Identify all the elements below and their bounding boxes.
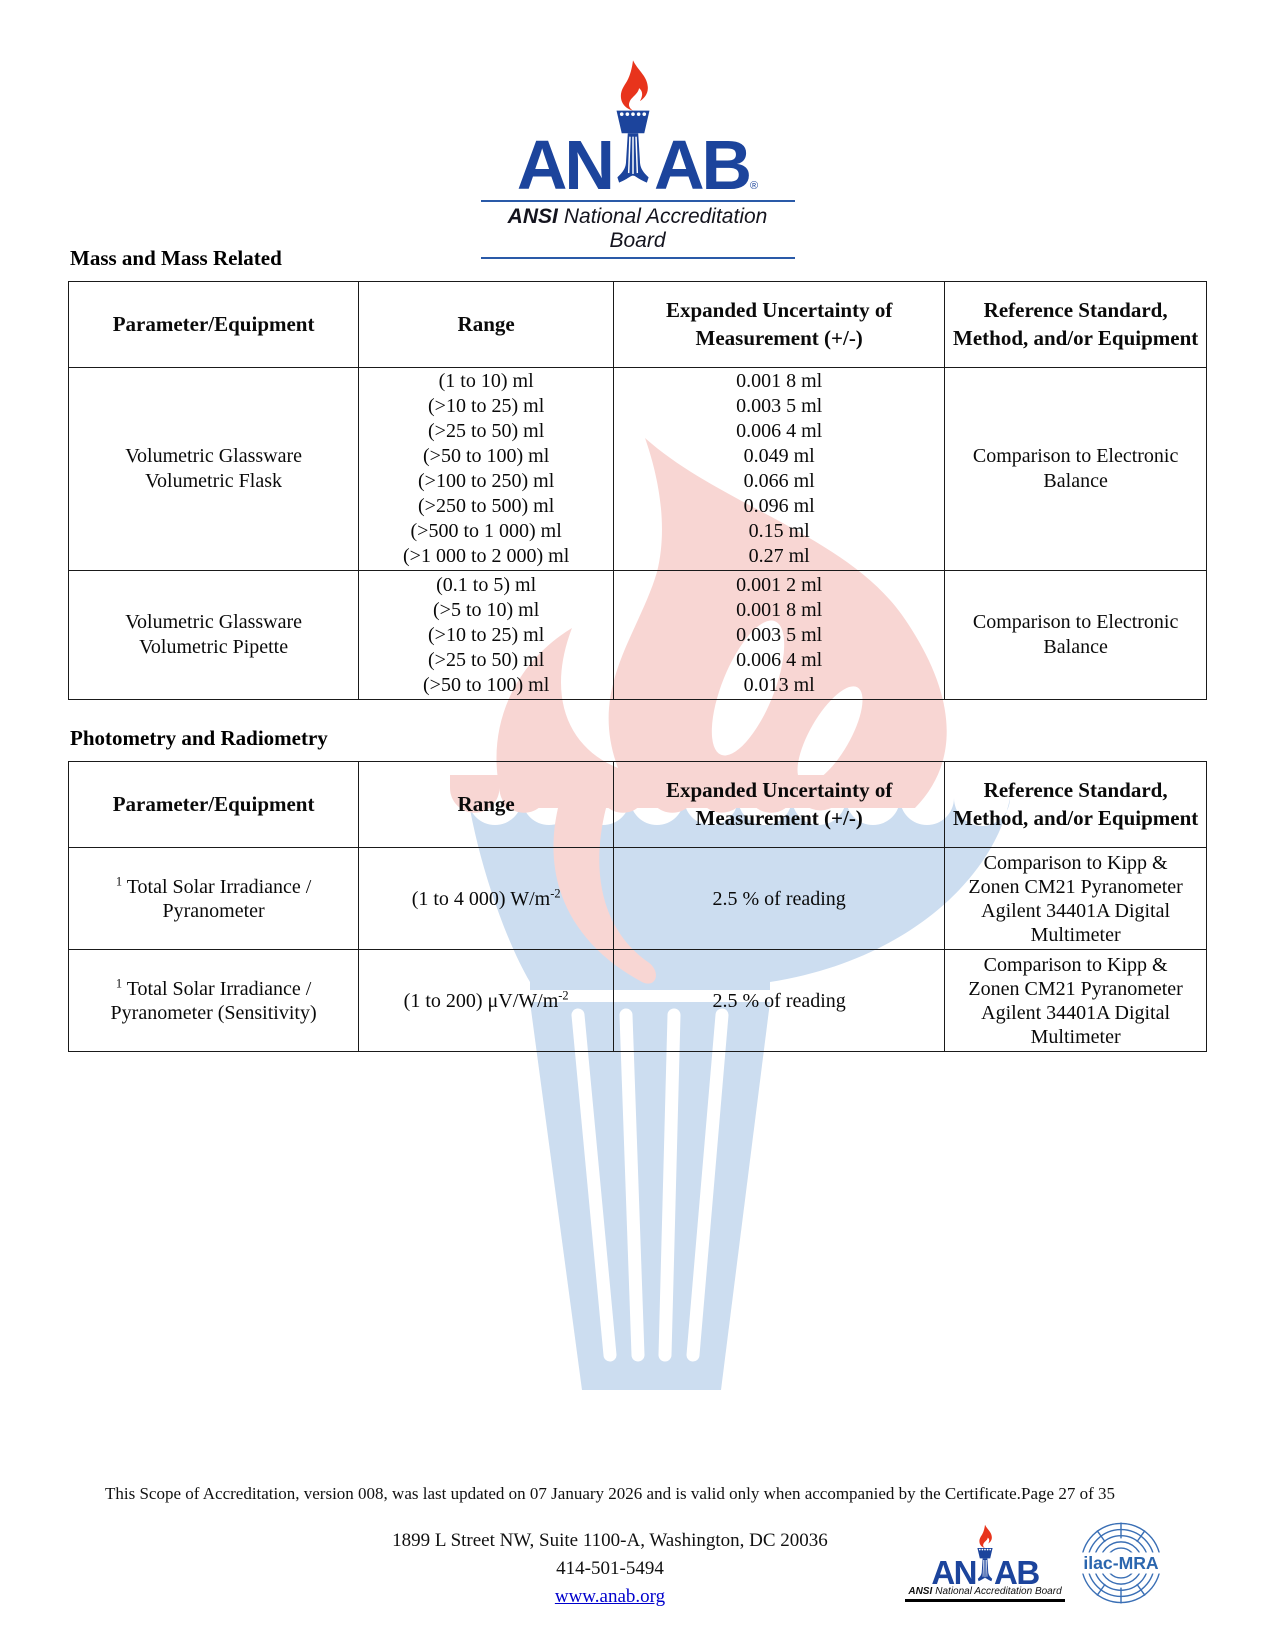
uncertainty-cell [614,368,945,571]
mass-table [68,281,1207,700]
mass-table-header-row [69,282,1207,368]
parameter-cell: $^1$ Total Solar Irradiance / Pyranometer (Sensitivity) [69,950,359,1052]
torch-icon [607,50,659,206]
range-cell: (1 to 200) $\mu V/W/m^{-2}$ [359,950,614,1052]
reference-cell: Comparison to Kipp & Zonen CM21 Pyranometer Agilent 34401A Digital Multimeter [945,950,1207,1052]
cell-line: (>10 to 25) ml [428,395,545,417]
footer-anab-wordmark: AN AB [931,1514,1038,1586]
cell-line: (>1 000 to 2 000) ml [403,545,570,567]
cell-line: 0.003 5 ml [736,395,823,417]
range-cell [359,368,614,571]
anab-tagline [481,200,795,259]
page-content [68,246,1207,1052]
photometry-table-header-row [69,762,1207,848]
footer-address: 1899 L Street NW, Suite 1100-A, Washington, DC 20036 [392,1530,828,1551]
ilac-mra-logo [1077,1519,1165,1607]
cell-line: 0.15 ml [748,520,810,542]
ilac-mra-text: ilac-MRA [1083,1553,1159,1574]
table-row-volumetric-flask [69,368,1207,571]
parameter-cell: $^1$ Total Solar Irradiance / Pyranometer [69,848,359,950]
cell-line: 0.096 ml [743,495,815,517]
cell-line: 0.006 4 ml [736,420,823,442]
col-reference-standard: Reference Standard, Method, and/or Equipment [945,282,1207,368]
cell-line: Volumetric Flask [145,470,283,492]
reference-cell: Comparison to Electronic Balance [945,571,1207,700]
registered-mark: ® [750,180,759,192]
cell-line: 0.049 ml [743,445,815,467]
parameter-cell [69,368,359,571]
reference-cell: Comparison to Kipp & Zonen CM21 Pyranometer Agilent 34401A Digital Multimeter [945,848,1207,950]
footer-website-link[interactable]: www.anab.org [554,1586,666,1607]
cell-line: (>100 to 250) ml [418,470,555,492]
page-number: Page 27 of 35 [1021,1484,1115,1503]
table-row-pyranometer [69,848,1207,950]
cell-line: Volumetric Glassware [125,611,302,633]
scope-note: This Scope of Accreditation, version 008, was last updated on 07 January 2026 and is valid only when accompanied by the Certificate. [105,1484,1021,1503]
cell-line: (>250 to 500) ml [418,495,555,517]
cell-line: 0.013 ml [743,673,815,696]
cell-line: (>25 to 50) ml [428,420,545,442]
photometry-table [68,761,1207,1052]
table-row-volumetric-pipette [69,571,1207,700]
cell-line: (>50 to 100) ml [423,445,550,467]
tagline-rest: National Accreditation Board [563,205,768,252]
footer-scope-note-row [0,1484,1275,1504]
cell-line: (>25 to 50) ml [428,648,545,671]
anab-logo [0,38,1275,259]
footer-phone: 414-501-5494 [556,1558,664,1579]
col-reference-standard: Reference Standard, Method, and/or Equipment [945,762,1207,848]
range-cell: (1 to 4 000) $W/m^{-2}$ [359,848,614,950]
uncertainty-cell: 2.5 % of reading [614,848,945,950]
cell-line: 0.001 8 ml [736,370,823,392]
wordmark-right-text: AB [653,125,750,204]
cell-line: (0.1 to 5) ml [436,573,537,596]
footer-anab-tagline: ANSI National Accreditation Board [905,1586,1065,1602]
cell-line: (>500 to 1 000) ml [410,520,562,542]
cell-line: (1 to 10) ml [438,370,534,392]
range-cell [359,571,614,700]
col-range: Range [359,282,614,368]
col-expanded-uncertainty: Expanded Uncertainty of Measurement (+/-) [614,762,945,848]
col-parameter-equipment: Parameter/Equipment [69,282,359,368]
col-parameter-equipment: Parameter/Equipment [69,762,359,848]
uncertainty-cell: 2.5 % of reading [614,950,945,1052]
reference-cell: Comparison to Electronic Balance [945,368,1207,571]
col-range: Range [359,762,614,848]
cell-line: (>50 to 100) ml [423,673,550,696]
cell-line: Volumetric Glassware [125,445,302,467]
cell-line: 0.27 ml [748,545,810,567]
cell-line: (>5 to 10) ml [433,598,540,621]
table-row-pyranometer-sensitivity [69,950,1207,1052]
footer-anab-logo [903,1514,1067,1602]
anab-wordmark [516,38,759,204]
section-heading-mass: Mass and Mass Related [70,246,282,270]
cell-line: Volumetric Pipette [139,636,289,658]
cell-line: 0.006 4 ml [736,648,823,671]
cell-line: (>10 to 25) ml [428,623,545,646]
parameter-cell [69,571,359,700]
cell-line: 0.001 2 ml [736,573,823,596]
tagline-ansi: ANSI [507,205,558,228]
cell-line: 0.066 ml [743,470,815,492]
cell-line: 0.001 8 ml [736,598,823,621]
cell-line: 0.003 5 ml [736,623,823,646]
section-heading-photometry: Photometry and Radiometry [70,726,328,750]
col-expanded-uncertainty: Expanded Uncertainty of Measurement (+/-) [614,282,945,368]
wordmark-left-text: AN [516,125,612,204]
uncertainty-cell [614,571,945,700]
